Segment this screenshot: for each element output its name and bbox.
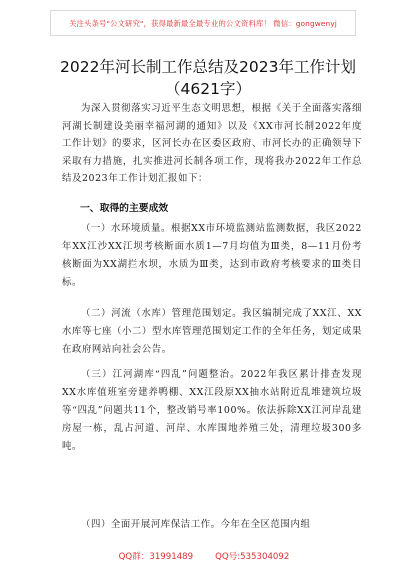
paragraph-water-quality: （一）水环境质量。根据XX市环境监测站监测数据，我区2022年XX江沙XX江坝考核断面水质1—7月均值为Ⅲ类，8—11月份考核断面为XX湖拦水坝，水质为Ⅲ类，达到市政府考核要求的Ⅲ类目标。 [62, 223, 362, 288]
qq-group-text: QQ群：31991489 [118, 552, 194, 562]
paragraph-four-chaos-rectification: （三）江河湖库“四乱”问题整治。2022年我区累计排查发现XX水库值班室旁建养鸭棚、XX江段原XX抽水站附近乱堆建筑垃圾等“四乱”问题共11个，整改销号率100%。依法拆除XX江河岸乱建房屋一栋，乱占河道、河岸、水库围地养殖三处，清理垃圾300多吨。 [62, 369, 362, 452]
document-title [38, 56, 378, 100]
section-heading-achievements: 一、取得的主要成效 [80, 203, 169, 214]
title-line-1: 2022年河长制工作总结及2023年工作计划 [60, 58, 356, 76]
qq-number-text: QQ号:535304092 [215, 552, 290, 562]
paragraph-boundary-demarcation: （二）河流（水库）管理范围划定。我区编制完成了XX江、XX水库等七座（小二）型水库管理范围划定工作的全年任务，划定成果在政府网站向社会公告。 [62, 308, 362, 355]
paragraph-river-cleaning: （四）全面开展河库保洁工作。今年在全区范围内组 [81, 519, 311, 530]
title-word-count: （4621字） [165, 80, 251, 98]
contact-footer [0, 550, 408, 566]
promo-banner [50, 10, 356, 36]
intro-paragraph: 为深入贯彻落实习近平生态文明思想，根据《关于全面落实落细河湖长制建设美丽幸福河湖的通知》以及《XX市河长制2022年度工作计划》的要求，区河长办在区委区政府、市河长办的正确领导下采取有力措施，扎实推进河长制各项工作，现将我办2022年工作总结及2023年工作计划汇报如下： [62, 103, 362, 185]
promo-banner-text: 关注头条号"公文研究"，获得最新最全最专业的公文资料库！ 微信：gongwenyj [69, 18, 337, 28]
